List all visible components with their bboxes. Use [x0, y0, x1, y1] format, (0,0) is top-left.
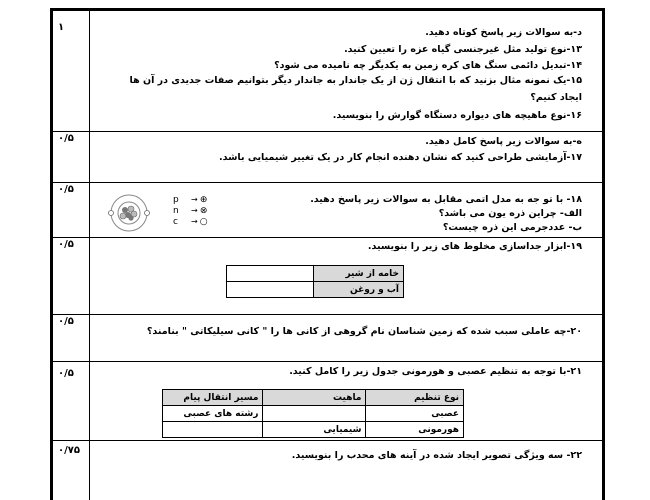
- legend-item: c → ○: [173, 216, 213, 227]
- atom-legend: [173, 194, 213, 227]
- question-22: ۲۲- سه ویژگی تصویر ایجاد شده در آینه های محدب را بنویسید.: [291, 450, 582, 461]
- score-cell: ۰/۵: [58, 368, 74, 379]
- row-divider: [53, 314, 602, 315]
- table-row: [163, 422, 464, 438]
- score-cell: ۰/۷۵: [58, 445, 80, 456]
- table-header: ماهیت: [263, 390, 366, 406]
- q19-table: [226, 265, 404, 298]
- proton-symbol-icon: ⊕: [199, 194, 208, 205]
- electron-symbol-icon: ○: [199, 216, 208, 227]
- table-header: نوع تنظیم: [366, 390, 464, 406]
- legend-item: n → ⊗: [173, 205, 213, 216]
- section-heading: ه-به سوالات زیر پاسخ کامل دهید.: [425, 136, 582, 147]
- atom-model-image: [100, 193, 158, 233]
- question-20: ۲۰-چه عاملی سبب شده که زمین شناسان نام گروهی از کانی ها را " کانی سیلیکاتی " بنامند؟: [146, 326, 582, 337]
- score-column-divider: [89, 8, 90, 500]
- table-header: مسیر انتقال پیام: [163, 390, 263, 406]
- neutron-symbol-icon: ⊗: [199, 205, 208, 216]
- legend-label: c: [173, 216, 178, 227]
- row-divider: [53, 182, 602, 183]
- table-cell: شیمیایی: [263, 422, 366, 438]
- score-cell: ۰/۵: [58, 133, 74, 144]
- q21-table: [162, 389, 464, 438]
- legend-label: p: [173, 194, 179, 205]
- score-cell: ۰/۵: [58, 239, 74, 250]
- row-divider: [53, 440, 602, 441]
- score-cell: ۰/۵: [58, 316, 74, 327]
- answer-cell[interactable]: [263, 406, 366, 422]
- table-cell: هورمونی: [366, 422, 464, 438]
- score-cell: ۰/۵: [58, 184, 74, 195]
- row-divider: [53, 237, 602, 238]
- table-row: [163, 406, 464, 422]
- score-cell: ۱: [58, 22, 65, 33]
- table-cell: خامه از شیر: [314, 266, 404, 282]
- question-18: ۱۸- با تو جه به مدل اتمی مقابل به سوالات زیر پاسخ دهید.: [310, 194, 582, 205]
- question-13: ۱۳-نوع تولید مثل غیرجنسی گیاه عزه را تعیین کنید.: [344, 44, 582, 55]
- table-cell: رشته های عصبی: [163, 406, 263, 422]
- question-21: ۲۱-با توجه به تنظیم عصبی و هورمونی جدول زیر را کامل کنید.: [289, 366, 582, 377]
- answer-cell[interactable]: [227, 282, 314, 298]
- legend-label: n: [173, 205, 179, 216]
- table-row: [227, 266, 404, 282]
- question-15: ۱۵-یک نمونه مثال بزنید که با انتقال ژن از یک جاندار به جاندار دیگر بتوانیم صفات جدیدی در آن ها: [129, 75, 582, 86]
- table-cell: عصبی: [366, 406, 464, 422]
- question-19: ۱۹-ابزار جداسازی مخلوط های زیر را بنویسید.: [367, 241, 582, 252]
- row-divider: [53, 361, 602, 362]
- section-heading: د-به سوالات زیر پاسخ کوتاه دهید.: [425, 27, 582, 38]
- question-14: ۱۴-تبدیل دائمی سنگ های کره زمین به یکدیگر چه نامیده می شود؟: [274, 60, 582, 71]
- question-17: ۱۷-آزمایشی طراحی کنید که نشان دهنده انجام کار در یک تغییر شیمیایی باشد.: [218, 152, 582, 163]
- table-cell: آب و روغن: [314, 282, 404, 298]
- table-row: [227, 282, 404, 298]
- answer-cell[interactable]: [227, 266, 314, 282]
- legend-item: p → ⊕: [173, 194, 213, 205]
- question-16: ۱۶-نوع ماهیچه های دیواره دستگاه گوارش را بنویسید.: [332, 110, 582, 121]
- answer-cell[interactable]: [163, 422, 263, 438]
- table-header-row: [163, 390, 464, 406]
- question-15-cont: ایجاد کنیم؟: [530, 92, 582, 103]
- question-18-b: ب- عددجرمی این ذره چیست؟: [442, 222, 582, 233]
- row-divider: [53, 131, 602, 132]
- question-18-a: الف- چراین ذره یون می باشد؟: [438, 208, 582, 219]
